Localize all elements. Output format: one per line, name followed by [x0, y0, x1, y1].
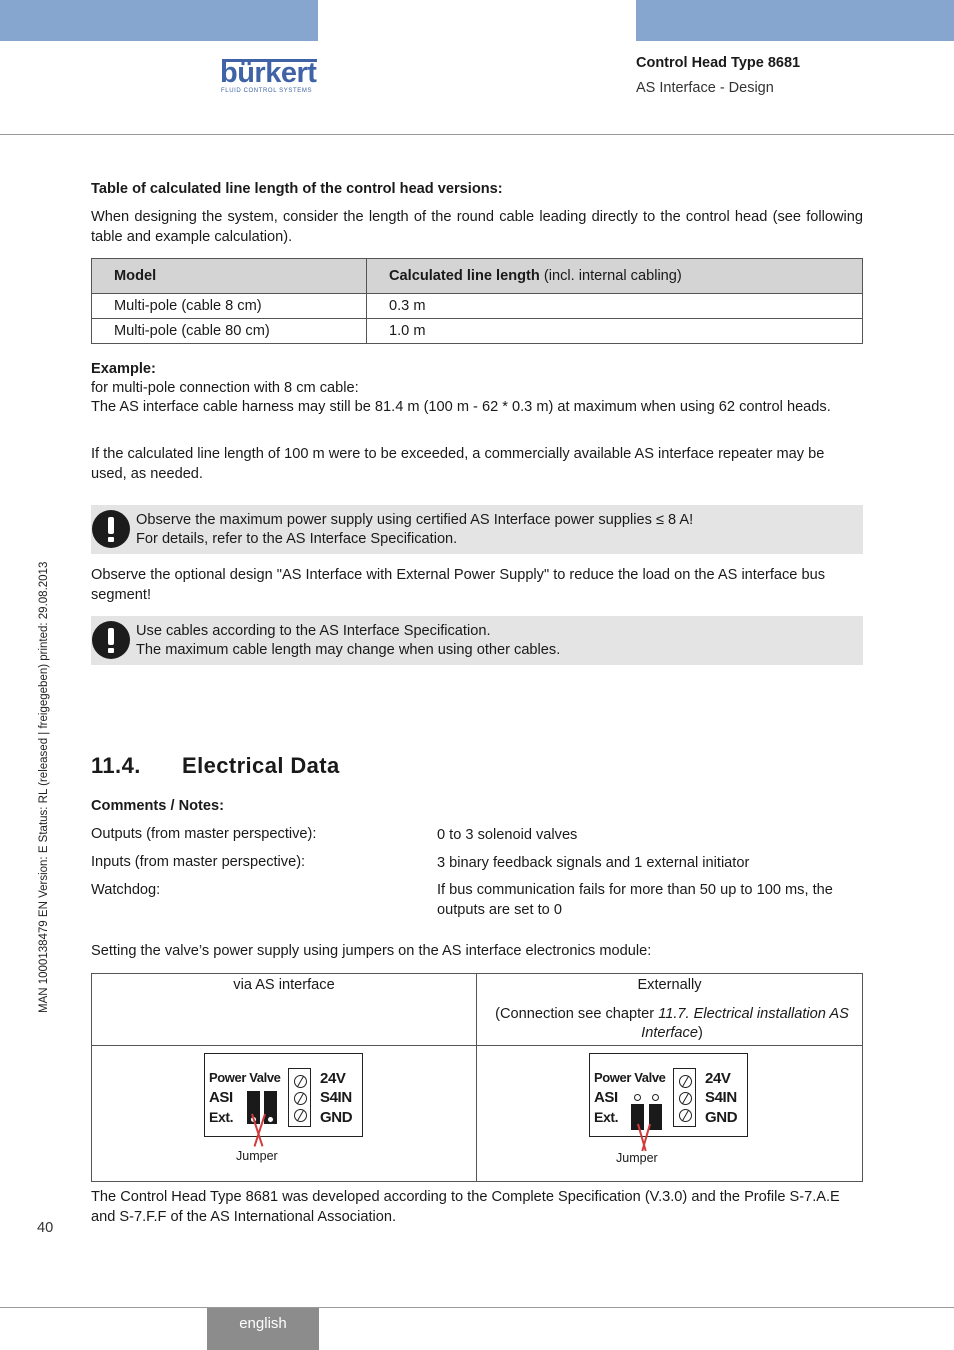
example-line-2: The AS interface cable harness may still be 81.4 m (100 m - 62 * 0.3 m) at maximum when using 62 control heads. — [91, 399, 831, 415]
header-via-as-interface: via AS interface — [233, 977, 335, 993]
cell-length: 0.3 m — [367, 294, 863, 319]
spec-label: Inputs (from master perspective): — [91, 854, 306, 870]
header-externally: Externally — [637, 977, 702, 993]
page-number: 40 — [37, 1220, 54, 1236]
header-bar-right — [636, 0, 954, 41]
cell-length: 1.0 m — [367, 319, 863, 344]
spec-value: If bus communication fails for more than 50 up to 100 ms, the outputs are set to 0 — [437, 882, 833, 918]
table-row — [92, 294, 863, 319]
header-divider — [0, 134, 954, 135]
intro-paragraph: When designing the system, consider the length of the round cable leading directly to the control head (see following table and example calculation). — [91, 209, 863, 245]
jumper-panel-asi: Power Valve ASI Ext. 24V S4IN GND — [204, 1053, 363, 1137]
optional-design-paragraph: Observe the optional design "AS Interface with External Power Supply" to reduce the load on the AS interface bus segment! — [91, 567, 825, 603]
warning-icon — [92, 510, 130, 548]
jumper-block — [649, 1104, 662, 1130]
note-text: Use cables according to the AS Interface Specification. — [136, 623, 491, 639]
table-header-length: Calculated line length (incl. internal cabling) — [367, 259, 863, 294]
jumper-label: Jumper — [616, 1151, 658, 1165]
note-box-cables — [91, 616, 863, 665]
document-meta-vertical: MAN 1000138479 EN Version: E Status: RL (released | freigegeben) printed: 29.08.2013 — [38, 561, 50, 1013]
example-label: Example: — [91, 361, 156, 377]
table-row — [92, 319, 863, 344]
warning-icon — [92, 621, 130, 659]
note-text: Observe the maximum power supply using certified AS Interface power supplies ≤ 8 A! — [136, 512, 694, 528]
note-text: For details, refer to the AS Interface Specification. — [136, 531, 458, 547]
table-header-model: Model — [92, 259, 367, 294]
header-bar-left — [0, 0, 318, 41]
cell-model: Multi-pole (cable 8 cm) — [92, 294, 367, 319]
spec-value: 3 binary feedback signals and 1 external initiator — [437, 855, 750, 871]
language-tab: english — [207, 1308, 319, 1350]
brand-tagline: FLUID CONTROL SYSTEMS — [221, 88, 313, 94]
spec-label: Watchdog: — [91, 882, 161, 898]
jumper-label: Jumper — [236, 1149, 278, 1163]
jumper-panel-external: Power Valve ASI Ext. 24V S4IN GND — [589, 1053, 748, 1137]
jumper-intro: Setting the valve’s power supply using jumpers on the AS interface electronics module: — [91, 943, 652, 959]
example-line-1: for multi-pole connection with 8 cm cable: — [91, 380, 359, 396]
cell-model: Multi-pole (cable 80 cm) — [92, 319, 367, 344]
spec-value: 0 to 3 solenoid valves — [437, 827, 578, 843]
section-heading: 11.4. Electrical Data — [91, 753, 340, 778]
doc-subtitle: AS Interface - Design — [636, 80, 774, 96]
brand-logo: bürkert — [220, 57, 317, 89]
note-text: The maximum cable length may change when using other cables. — [136, 642, 561, 658]
jumper-table — [91, 973, 863, 1182]
note-box-power — [91, 505, 863, 554]
repeater-paragraph: If the calculated line length of 100 m were to be exceeded, a commercially available AS interface repeater may be used, as needed. — [91, 446, 825, 482]
comments-label: Comments / Notes: — [91, 798, 224, 814]
closing-paragraph: The Control Head Type 8681 was developed according to the Complete Specification (V.3.0) and the Profile S-7.A.E and S-7.F.F of the AS International Association. — [91, 1189, 840, 1225]
external-connection-note: (Connection see chapter 11.7. Electrical installation AS Interface) — [495, 1006, 849, 1041]
spec-label: Outputs (from master perspective): — [91, 826, 317, 842]
table-heading: Table of calculated line length of the control head versions: — [91, 181, 503, 197]
line-length-table — [91, 258, 863, 344]
doc-title: Control Head Type 8681 — [636, 55, 801, 71]
footer-divider — [0, 1307, 954, 1308]
